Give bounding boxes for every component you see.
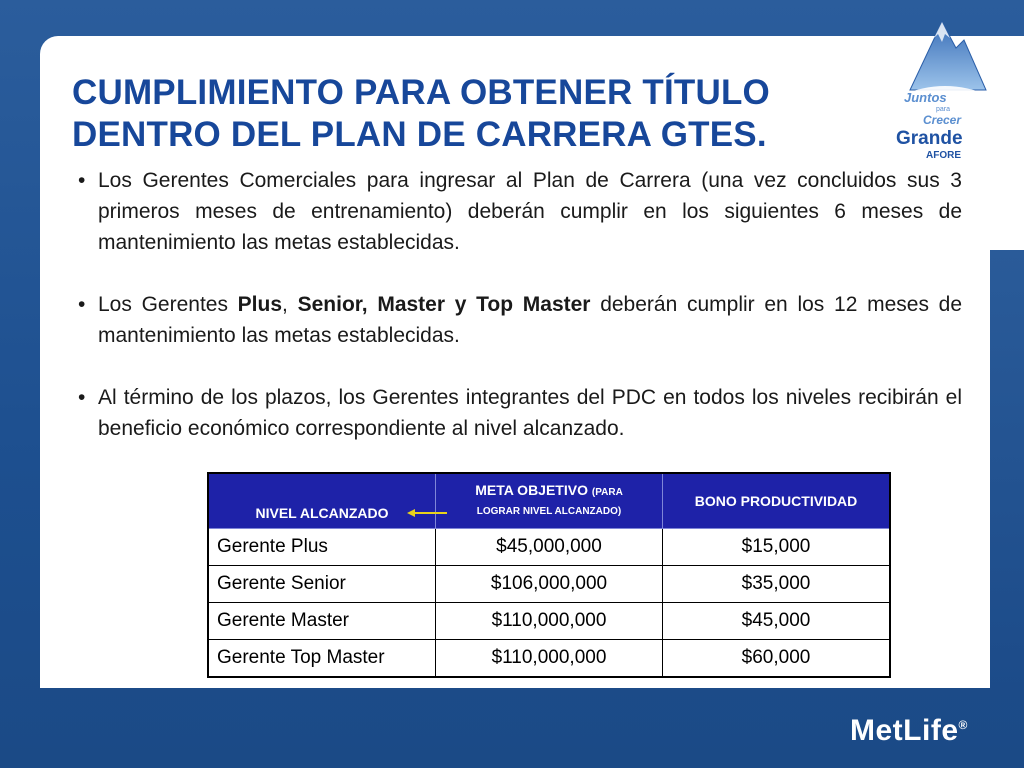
logo-grande-text: Grande [896,128,963,149]
logo-afore-text: AFORE [926,150,961,161]
cell-meta: $110,000,000 [436,640,663,678]
logo-crecer-text: Crecer [923,113,962,127]
cell-bono: $60,000 [663,640,891,678]
header-meta-note-a: (PARA [591,487,623,498]
header-meta-note-b: LOGRAR NIVEL ALCANZADO) [476,506,622,517]
page-title [72,72,872,156]
cell-nivel: Gerente Plus [208,529,436,566]
bullet-item-2 [78,289,962,351]
bullet-dot-icon: • [78,293,86,316]
arrow-left-icon [407,508,447,518]
logo-juntos-text: Juntos [904,90,947,105]
bullet-text: , [282,293,298,316]
levels-table [207,472,891,678]
bullet-dot-icon: • [78,386,86,409]
bullet-dot-icon: • [78,169,86,192]
metlife-logo [850,714,968,748]
cell-nivel: Gerente Top Master [208,640,436,678]
table-row [208,603,890,640]
cell-meta: $45,000,000 [436,529,663,566]
cell-bono: $45,000 [663,603,891,640]
title-line-2: DENTRO DEL PLAN DE CARRERA GTES. [72,115,767,154]
bullet-text: Al término de los plazos, los Gerentes integrantes del PDC en todos los niveles recibirán el beneficio económico correspondiente al nivel alcanzado. [98,386,962,440]
bullet-text: deberán cumplir en los 12 meses de mantenimiento las metas establecidas. [98,293,963,347]
right-edge-band [990,250,1024,690]
registered-mark: ® [958,718,968,732]
cell-bono: $15,000 [663,529,891,566]
table-row [208,529,890,566]
juntos-para-crecer-grande-logo [890,18,1000,168]
cell-nivel: Gerente Senior [208,566,436,603]
table-header-row [208,473,890,529]
bullet-bold-text: Plus [237,293,283,316]
bullet-text: Los Gerentes Comerciales para ingresar al Plan de Carrera (una vez concluidos sus 3 primeros meses de entrenamiento) deberán cumplir en los siguientes 6 meses de mantenimiento las metas establecidas. [98,169,962,254]
header-bono-productividad: BONO PRODUCTIVIDAD [663,473,891,529]
table-row [208,566,890,603]
cell-meta: $110,000,000 [436,603,663,640]
bullet-item-1 [78,165,962,258]
header-meta-label: META OBJETIVO [475,482,588,498]
logo-para-text: para [936,106,951,113]
table-row [208,640,890,678]
bullet-list [78,165,962,475]
bullet-item-3 [78,382,962,444]
cell-bono: $35,000 [663,566,891,603]
bullet-bold-text: Senior, Master y Top Master [297,293,591,316]
bullet-text: Los Gerentes [98,293,238,316]
metlife-wordmark: MetLife [850,714,959,747]
header-meta-objetivo [436,473,663,529]
cell-nivel: Gerente Master [208,603,436,640]
cell-meta: $106,000,000 [436,566,663,603]
header-nivel-alcanzado: NIVEL ALCANZADO [208,473,436,529]
title-line-1: CUMPLIMIENTO PARA OBTENER TÍTULO [72,73,770,112]
